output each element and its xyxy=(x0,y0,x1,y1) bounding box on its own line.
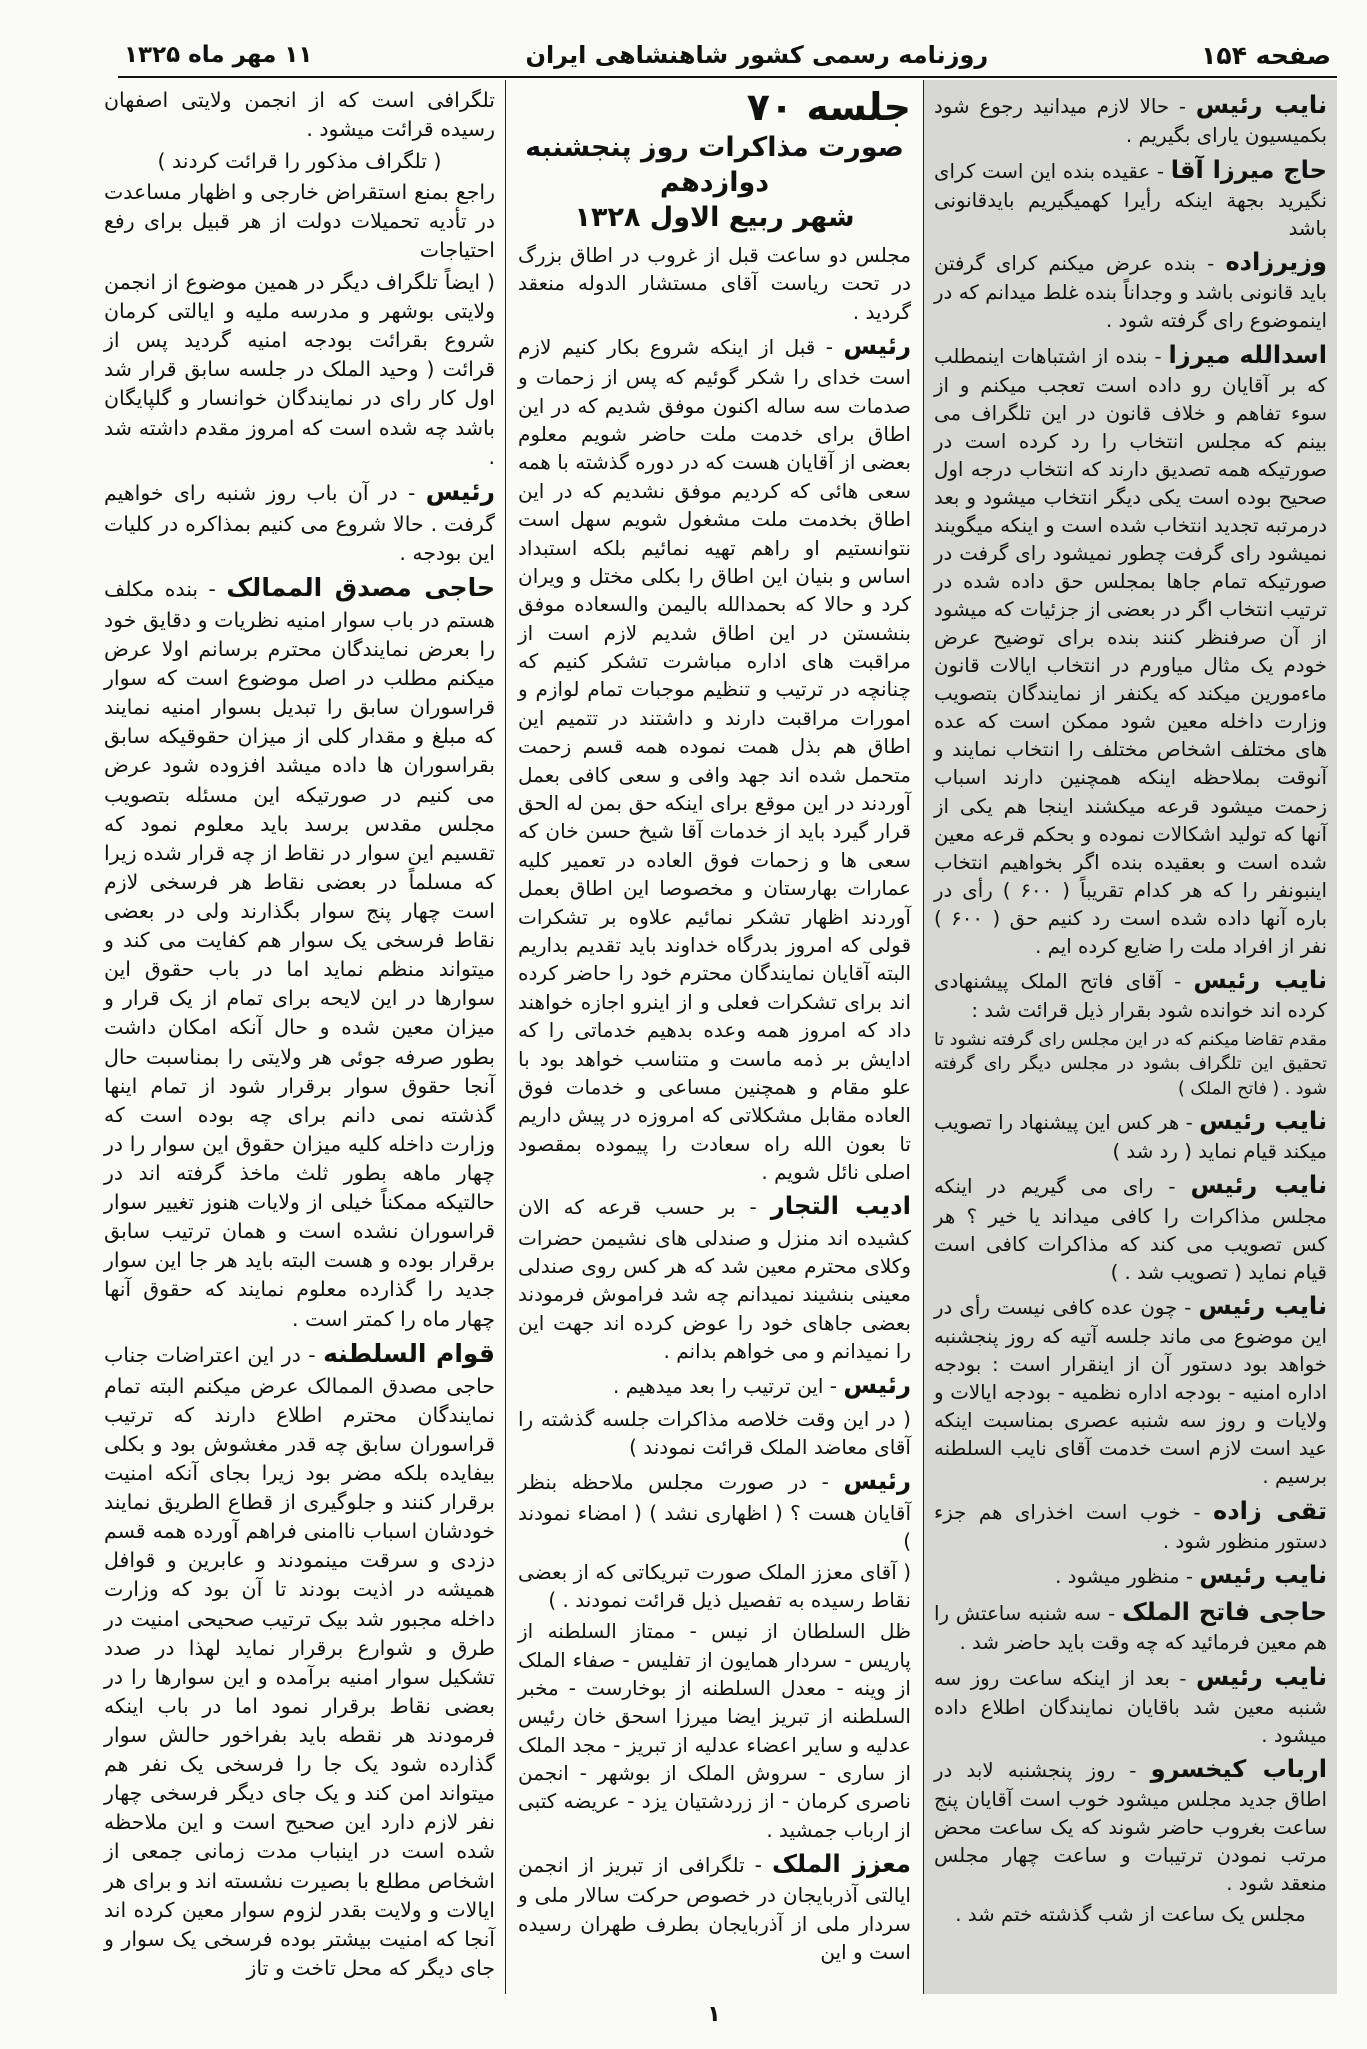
paragraph xyxy=(518,1558,911,1615)
paragraph xyxy=(934,1595,1327,1657)
paragraph-text: - هر کس این پیشنهاد را تصویب میکند قیام نماید ( رد شد ) xyxy=(934,1110,1327,1163)
paragraph xyxy=(934,153,1327,243)
speaker-name: رئیس xyxy=(425,477,495,507)
paragraph-text: - رای می گیریم در اینکه مجلس مذاکرات را کافی میداند یا خیر ؟ هر کس تصویب می کند که مذاکرات کافی است قیام نماید ( تصویب شد . ) xyxy=(934,1175,1327,1284)
paragraph xyxy=(104,474,495,568)
speaker-name: رئیس xyxy=(843,1466,912,1496)
congratulations-list xyxy=(518,1617,911,1844)
speaker-name: رئیس xyxy=(843,1369,911,1399)
paragraph xyxy=(934,1752,1327,1898)
paragraph xyxy=(934,88,1327,150)
paragraph xyxy=(934,1168,1327,1286)
speaker-name: حاجی فاتح الملک xyxy=(1121,1597,1328,1626)
paragraph-text: تلگرافی است که از انجمن ولایتی اصفهان رسیده قرائت میشود . xyxy=(104,88,495,142)
paragraph-text: - منظور میشود . xyxy=(1055,1565,1193,1589)
speaker-name: ادیب التجار xyxy=(770,1190,911,1220)
paragraph-text: ( ایضاً تلگراف دیگر در همین موضوع از انجمن ولایتی بوشهر و مدرسه ملیه و ایالتی کرمان شروع بقرائت بودجه امنیه گردید پس از قرائت ( وحید الملک در جلسه سابق قرار شد اول کار رای در نمایندگان خوانسار و گلپایگان باشد چه شده است که امروز مقدم داشته شد . xyxy=(104,270,495,469)
paragraph xyxy=(934,245,1327,335)
paragraph-text: - بنده مکلف هستم در باب سوار امنیه نظریات و دقایق خود را بعرض نمایندگان محترم برسانم اولا عرض میکنم مطلب در اصل موضوع است که سوار قراسوران سابق را تبدیل بسوار امنیه نمایند که مبلغ و مقدار کلی از میزان حقوقیکه سابق بقراسوران ها داده میشد افزوده شود عرض می کنیم در صورتیکه این مسئله بتصویب مجلس مقدس برسد باید معلوم نمود که تقسیم این سوار در نقاط از چه قرار شده زیرا که مسلماً در بعضی نقاط هر فرسخی لازم است چهار پنج سوار بگذارند ولی در بعضی نقاط فرسخی یک سوار هم کفایت می کند و میتواند منظم نماید اما در باب حقوق این سوارها در این لایحه برای تمام از یک قرار و میزان معین شده و حال آنکه امکان داشت بطور صرفه جوئی هر ولایتی را بمناسبت حال آنجا حقوق سوار برقرار شود از تمام اینها گذشته نمی دانم برای چه بوده است که وزارت داخله کلیه میزان حقوق این سوار را در چهار ماهه بطور ثلث ماخذ گرفته اند در حالتیکه ممکناً خیلی از ولایات هنوز تغییر سوار قراسوران نشده است و همان ترتیب سابق برقرار بوده و هست البته باید هر جا این سوار جدید را گذارده معلوم نمایند که حقوق آنها چهار ماه را کمتر است . xyxy=(104,577,495,1331)
speaker-name: ارباب کیخسرو xyxy=(1150,1755,1328,1784)
column-middle xyxy=(505,80,923,1994)
paragraph-text: - در آن باب روز شنبه رای خواهیم گرفت . حالا شروع می کنیم بمذاکره در کلیات این بودجه . xyxy=(104,481,495,565)
paragraph-text: - در این اعتراضات جناب حاجی مصدق الممالک عرض میکنم البته تمام نمایندگان محترم اطلاع دارند که ترتیب قراسوران سابق چه قدر مغشوش بود و بکلی بیفایده بلکه مضر بود زیرا بجای آنکه امنیت برقرار کنند و جلوگیری از قطاع الطریق نمایند خودشان اسباب ناامنی فراهم آورده همه قسم دزدی و سرقت مینمودند و عابرین و قوافل همیشه در اذیت بودند تا آن بود که وزارت داخله مجبور شد بیک ترتیب صحیحی امنیت در طرق و شوارع برقرار نماید لهذا در صدد تشکیل سوار امنیه برآمده و این سوارها را در بعضی نقاط برقرار نمود اما در باب اینکه فرمودند هر نقطه باید بفراخور حالش سوار گذارده شود یک جا را فرسخی یک نفر هم میتواند امن کند و یک جای دیگر فرسخی چهار نفر لازم دارد این صحیح است و این ملاحظه شده است در اینباب مدت زمانی جمعی از اشخاص مطلع با بصیرت نشسته اند و برای هر ایالات و ولایت بقدر لزوم سوار معین کرده اند آنجا که امنیت بیشتر بوده فرسخی یک سوار و جای دیگر که محل تاخت و تاز xyxy=(104,1343,495,1980)
issue-date: ۱۱ مهر ماه ۱۳۲۵ xyxy=(124,42,313,68)
paragraph xyxy=(934,1660,1327,1750)
paragraph xyxy=(518,1464,911,1555)
session-closing-note xyxy=(934,1901,1327,1929)
paragraph-text: - سه شنبه ساعتش را هم معین فرمائید که چه وقت باید حاضر شد . xyxy=(934,1601,1327,1655)
paragraph-text: مجلس دو ساعت قبل از غروب در اطاق بزرگ در تحت ریاست آقای مستشار الدوله منعقد گردید . xyxy=(518,242,911,324)
paragraph-text: راجع بمنع استقراض خارجی و اظهار مساعدت در تأدیه تحمیلات دولت از هر قبیل برای رفع احتیاجات xyxy=(104,180,495,263)
paragraph xyxy=(518,1189,911,1366)
paragraph xyxy=(934,1289,1327,1491)
paragraph xyxy=(104,147,495,176)
paragraph xyxy=(104,268,495,472)
paragraph xyxy=(518,241,911,326)
paragraph-text: ( آقای معزز الملک صورت تبریکاتی که از بعضی نقاط رسیده به تفصیل ذیل قرائت نمودند . ) xyxy=(518,1559,911,1613)
paragraph-text: ظل السلطان از نیس - ممتاز السلطنه از پاریس - سردار همایون از تفلیس - صفاء الملک از وینه - معدل السلطنه از بوخارست - مخبر السلطنه از تبریز ایضا میرزا اسحق خان رئیس عدلیه و سایر اعضاء عدلیه از تبریز - مجد الملک از ساری - سروش الملک از بوشهر - انجمن ناصری کرمان - از زردشتیان یزد - عریضه کتبی از ارباب جمشید . xyxy=(518,1619,911,1842)
speaker-name: نایب رئیس xyxy=(1190,1171,1327,1200)
page-number-label: صفحه ۱۵۴ xyxy=(1201,40,1331,70)
paragraph-text: - در صورت مجلس ملاحظه بنظر آقایان هست ؟ ( اظهاری نشد ) ( امضاء نمودند ) xyxy=(518,1470,911,1554)
speaker-name: نایب رئیس xyxy=(1196,1662,1328,1691)
session-heading: جلسه ۷۰ xyxy=(746,85,911,129)
paragraph-text: - این ترتیب را بعد میدهیم . xyxy=(613,1373,837,1398)
paragraph-text: - بر حسب قرعه که الان کشیده اند منزل و صندلی های نشیمن حضرات وکلای محترم معین شد که هر کس روی صندلی معینی بنشیند نمیدانم چه شد فراموش فرمودند بعضی جاهای خود را عوض کرده اند جهت این را نمیدانم و می خواهم بدانم . xyxy=(518,1194,911,1364)
speaker-name: تقی زاده xyxy=(1213,1496,1328,1525)
columns xyxy=(96,80,1337,1994)
paragraph-text: - عقیده بنده این است کرای نگیرید بجهة اینکه رأیرا کهمیگیریم بایدقانونی باشد xyxy=(934,159,1327,240)
speaker-name: اسدالله میرزا xyxy=(1168,340,1327,369)
session-title-date: شهر ربیع الاول ۱۳۲۸ xyxy=(574,201,855,233)
speaker-name: نایب رئیس xyxy=(1199,1106,1328,1135)
paragraph-text: - قبل از اینکه شروع بکار کنیم لازم است خدای را شکر گوئیم که پس از زحمات و صدمات سه ساله اکنون موفق شدیم که در این اطاق برای خدمت ملت حاضر شویم معلوم بعضی از آقایان هست که در دوره گذشته با همه سعی هائی که کردیم موفق نشدیم که در این اطاق بخدمت ملت مشغول شویم سهل است نتوانستیم او راهم تهیه نمائیم بلکه استبداد اساس و بنیان این اطاق را بکلی مختل و ویران کرد و حالا که بحمدالله بالیمن والسعاده موفق بنشستن در این اطاق شدیم لازم است از مراقبت های اداره مباشرت تشکر کنیم که چنانچه در ترتیب و تنظیم موجبات تمام لوازم و امورات مراقبت دارند و داشتند در تتمیم این اطاق هم بذل همت نموده همه قسم زحمت متحمل شده اند جهد وافی و سعی کافی بعمل آوردند در این موقع برای اینکه حق بمن له الحق قرار گیرد باید از خدمات آقا شیخ حسن خان که سعی ها و زحمات فوق العاده در تعمیر کلیه عمارات بهارستان و مخصوصا این اطاق بعمل آوردند اظهار تشکر نمائیم علاوه بر تشکرات قولی که امروز بدرگاه خداوند باید تقدیم بداریم البته آقایان نمایندگان محترم خود را حاضر کرده اند برای تشکرات فعلی و از اینرو اجازه خواهند داد که امروز همه وعده بدهیم خدماتی را که ادایش بر ذمه ماست و متناسب خواهد بود با علو مقام و همچنین مساعی و خدمات فوق العاده مقابل مشکلاتی که امروزه در پیش داریم تا بعون الله راه سعادت را پیموده بمقصود اصلی نائل شویم . xyxy=(518,334,911,1185)
paragraph xyxy=(104,570,495,1333)
speaker-name: نایب رئیس xyxy=(1193,966,1327,995)
paragraph-text: - بنده از اشتباهات اینمطلب که بر آقایان رو داده است تعجب میکنم و از سوء تفاهم و خلاف قانون در این تلگراف می بینم که مجلس انتخاب را رد کرده است در صورتیکه همه تصدیق دارند که انتخاب درجه اول صحیح بوده است یکی دیگر انتخاب میشود و بعد درمرتبه تجدید انتخاب شده است و اینکه میگویند نمیشود رای گرفت چطور نمیشود رای گرفت در صورتیکه تمام جاها بمجلس حق داده شده در ترتیب انتخاب اگر در بعضی از جزئیات که میشود از آن صرفنظر کنند بنده برای توضیح عرض خودم یک مثال میاورم در انتخاب ایالات قانون ماءمورین میکند که یکنفر از نمایندگان بتصویب وزارت داخله معین شود ممکن است که عده های مختلف اشخاص مختلف را انتخاب نمایند و آنوقت بملاحظه اینکه همچنین دارند اسباب زحمت میشود قرعه میکشند اینجا هم یکی از آنها که تولید اشکالات نموده و بحکم قرعه معین شده است و بعقیده بنده اگر بخواهیم انتخاب اینبونفر را که هر کدام تقریباً ( ۶۰۰ ) رأی در باره آنها داده شده است رد کنیم حق ( ۶۰۰ ) نفر از افراد ملت را ضایع کرده ایم . xyxy=(934,344,1327,958)
paragraph xyxy=(104,178,495,265)
page-header xyxy=(118,34,1337,78)
speaker-name: رئیس xyxy=(843,330,912,360)
paragraph-text: مقدم تقاضا میکنم که در این مجلس رای گرفته نشود تا تحقیق این تلگراف بشود در مجلس دیگر رای گرفته شود . ( فاتح الملک ) xyxy=(934,1029,1327,1099)
speaker-name: حاجی مصدق الممالک xyxy=(226,573,495,603)
paragraph-text: - تلگرافی از تبریز از انجمن ایالتی آذربایجان در خصوص حرکت سالار ملی و سردار ملی از آذربایجان بطرف طهران رسیده است و این xyxy=(518,1852,911,1965)
newspaper-title: روزنامه رسمی کشور شاهنشاهی ایران xyxy=(525,41,989,69)
paragraph-text: - بنده عرض میکنم کرای گرفتن باید قانونی باشد و وجداناً بنده غلط میدانم که در اینموضوع رای گرفته شود . xyxy=(934,252,1327,333)
paragraph xyxy=(934,963,1327,1025)
quoted-proposal xyxy=(934,1028,1327,1102)
speaker-name: معزز الملک xyxy=(771,1848,911,1878)
session-title: صورت مذاکرات روز پنجشنبه دوازدهم xyxy=(525,131,904,198)
paragraph-text: - بعد از اینکه ساعت روز سه شنبه معین شد باقایان نمایندگان اطلاع داده میشود . xyxy=(934,1666,1327,1747)
speaker-name: وزیرزاده xyxy=(1225,248,1328,277)
paragraph xyxy=(104,1336,495,1983)
paragraph xyxy=(934,1494,1327,1556)
paragraph xyxy=(934,1104,1327,1166)
paragraph-text: ( در این وقت خلاصه مذاکرات جلسه گذشته را آقای معاضد الملک قرائت نمودند ) xyxy=(518,1406,911,1460)
column-left xyxy=(96,80,505,1994)
paragraph-text: - آقای فاتح الملک پیشنهادی کرده اند خوانده شود بقرار ذیل قرائت شد : xyxy=(934,970,1327,1023)
paragraph-text: - خوب است اخذرای هم جزء دستور منظور شود . xyxy=(934,1500,1327,1553)
page-footer-number: ۱ xyxy=(707,2002,721,2027)
speaker-name: نایب رئیس xyxy=(1195,91,1328,119)
paragraph xyxy=(104,86,495,144)
speaker-name: نایب رئیس xyxy=(1199,1561,1327,1590)
speaker-name: نایب رئیس xyxy=(1198,1292,1327,1320)
paragraph xyxy=(518,1405,911,1462)
speaker-name: حاج میرزا آقا xyxy=(1170,155,1327,184)
paragraph xyxy=(518,329,911,1187)
paragraph xyxy=(518,1368,911,1403)
paragraph xyxy=(934,1558,1327,1592)
column-right xyxy=(923,80,1337,1994)
speaker-name: قوام السلطنه xyxy=(323,1339,495,1369)
paragraph-text: ( تلگراف مذکور را قرائت کردند ) xyxy=(157,148,442,173)
paragraph-text: - چون عده کافی نیست رأی در این موضوع می ماند جلسه آتیه که روز پنجشنبه خواهد بود دستور آن از اینقرار است : بودجه اداره امنیه - بودجه اداره نظمیه - بودجه ایالات و ولایات و روز سه شنبه عصری بمناسبت اینکه عید است لازم است خدمت آقای نایب السلطنه برسیم . xyxy=(934,1296,1327,1489)
paragraph xyxy=(934,338,1327,961)
paragraph xyxy=(518,1847,911,1967)
paragraph-text: مجلس یک ساعت از شب گذشته ختم شد . xyxy=(955,1902,1306,1926)
paragraph-text: - روز پنجشنبه لابد در اطاق جدید مجلس میشود خوب است آقایان پنج ساعت بغروب حاضر شوند که یک ساعت محض مرتب نمودن ترتیبات و ساعت چهار مجلس منعقد شود . xyxy=(934,1759,1327,1896)
paragraph-text: - حالا لازم میدانید رجوع شود بکمیسیون یارای بگیریم . xyxy=(934,95,1327,148)
